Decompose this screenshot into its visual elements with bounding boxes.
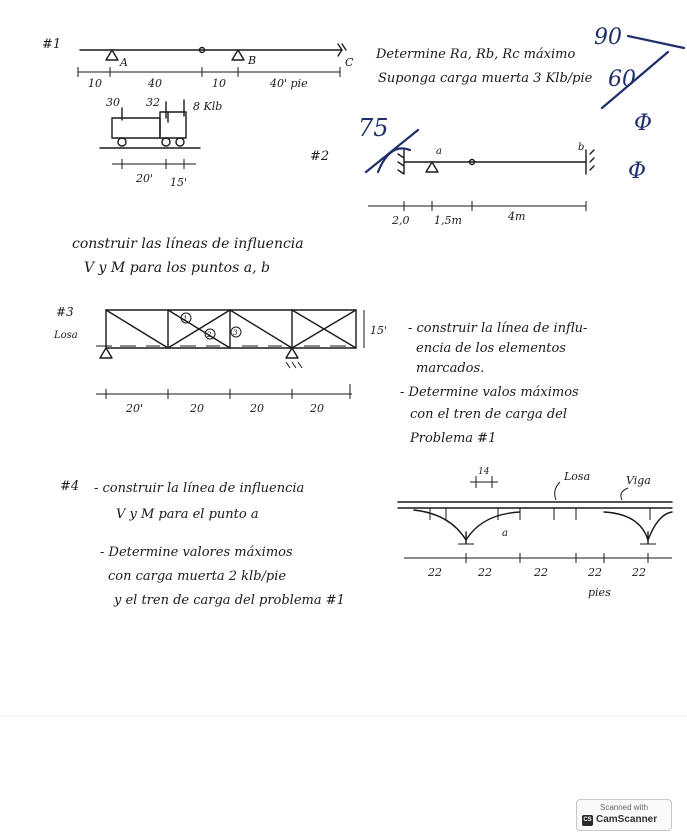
p2-fixed-support-right bbox=[586, 150, 594, 174]
p3-instruction-3: marcados. bbox=[416, 361, 485, 376]
grade-mark-90: 90 bbox=[594, 25, 622, 50]
p1-label-a: A bbox=[120, 56, 128, 69]
camscanner-watermark bbox=[576, 799, 672, 831]
p3-instruction-4: - Determine valos máximos bbox=[400, 385, 579, 400]
p1-span-1: 10 bbox=[88, 77, 102, 90]
p1-span-3: 10 bbox=[212, 77, 226, 90]
problem2-number: #2 bbox=[310, 149, 330, 164]
p4-dim-label: 14 bbox=[478, 467, 490, 477]
p3-instruction-5: con el tren de carga del bbox=[410, 407, 568, 422]
p1-load-3: 8 Klb bbox=[193, 100, 223, 113]
p4-span-1: 22 bbox=[428, 566, 442, 579]
grade-mark-60: 60 bbox=[608, 67, 636, 92]
p1-instruction-1: Determine Ra, Rb, Rc máximo bbox=[376, 47, 576, 62]
p2-fixed-support-left bbox=[398, 150, 404, 174]
p1-span-4: 40' pie bbox=[270, 77, 308, 90]
p2-instruction-2: V y M para los puntos a, b bbox=[84, 260, 270, 276]
p3-span-3: 20 bbox=[250, 402, 264, 415]
p1-span-2: 40 bbox=[148, 77, 162, 90]
p3-instruction-2: encia de los elementos bbox=[416, 341, 566, 356]
p4-instruction-1: - construir la línea de influencia bbox=[94, 481, 305, 496]
p2-support-a bbox=[426, 162, 438, 172]
camscanner-logo-icon: CS bbox=[582, 815, 593, 826]
p4-point-a: a bbox=[502, 528, 508, 539]
p3-losa-label: Losa bbox=[54, 330, 78, 341]
p2-label-a: a bbox=[436, 146, 442, 157]
problem1-number: #1 bbox=[42, 37, 62, 52]
p4-span-4: 22 bbox=[588, 566, 602, 579]
p2-span-2: 1,5m bbox=[434, 214, 462, 227]
p1-label-c: C bbox=[345, 56, 354, 69]
p3-span-1: 20' bbox=[126, 402, 144, 415]
grade-phi-2: Φ bbox=[628, 159, 647, 184]
p4-viga-label: Viga bbox=[626, 474, 651, 487]
problem3-number: #3 bbox=[56, 305, 74, 319]
p2-label-b: b bbox=[578, 142, 585, 153]
p2-span-3: 4m bbox=[508, 210, 526, 223]
p3-height: 15' bbox=[370, 324, 388, 337]
p1-support-a bbox=[106, 50, 118, 60]
p4-units: pies bbox=[588, 586, 611, 599]
p1-spacing-2: 15' bbox=[170, 176, 188, 189]
p4-instruction-3: - Determine valores máximos bbox=[100, 545, 293, 560]
p3-member-3: 3 bbox=[233, 329, 238, 337]
problem4-number: #4 bbox=[60, 479, 80, 494]
p1-load-2: 32 bbox=[146, 96, 160, 109]
watermark-name: CamScanner bbox=[596, 814, 658, 825]
p3-instruction-6: Problema #1 bbox=[410, 431, 497, 446]
p1-load-1: 30 bbox=[106, 96, 120, 109]
p3-instruction-1: - construir la línea de influ- bbox=[408, 321, 588, 336]
p1-instruction-2: Suponga carga muerta 3 Klb/pie bbox=[378, 71, 593, 86]
p3-span-4: 20 bbox=[310, 402, 324, 415]
p3-member-1: 1 bbox=[183, 315, 188, 323]
p3-truss bbox=[96, 310, 356, 368]
p2-instruction-1: construir las líneas de influencia bbox=[72, 236, 304, 252]
p4-instruction-4: con carga muerta 2 klb/pie bbox=[108, 569, 287, 584]
p4-losa-label: Losa bbox=[564, 470, 591, 483]
p1-spacing-1: 20' bbox=[136, 172, 154, 185]
watermark-top-text: Scanned with bbox=[599, 803, 649, 812]
p3-member-2: 2 bbox=[207, 331, 212, 339]
p4-span-2: 22 bbox=[478, 566, 492, 579]
grade-strike-1 bbox=[628, 36, 684, 48]
p4-instruction-2: V y M para el punto a bbox=[116, 507, 259, 522]
p1-support-b bbox=[232, 50, 244, 60]
p4-span-3: 22 bbox=[534, 566, 548, 579]
p2-span-1: 2,0 bbox=[392, 214, 410, 227]
p4-span-5: 22 bbox=[632, 566, 646, 579]
grade-phi-1: Φ bbox=[634, 111, 653, 136]
p1-label-b: B bbox=[248, 54, 257, 67]
p1-truck-drawing bbox=[100, 100, 200, 169]
p2-score: 75 bbox=[358, 114, 389, 142]
p3-span-2: 20 bbox=[190, 402, 204, 415]
p4-instruction-5: y el tren de carga del problema #1 bbox=[114, 593, 345, 608]
